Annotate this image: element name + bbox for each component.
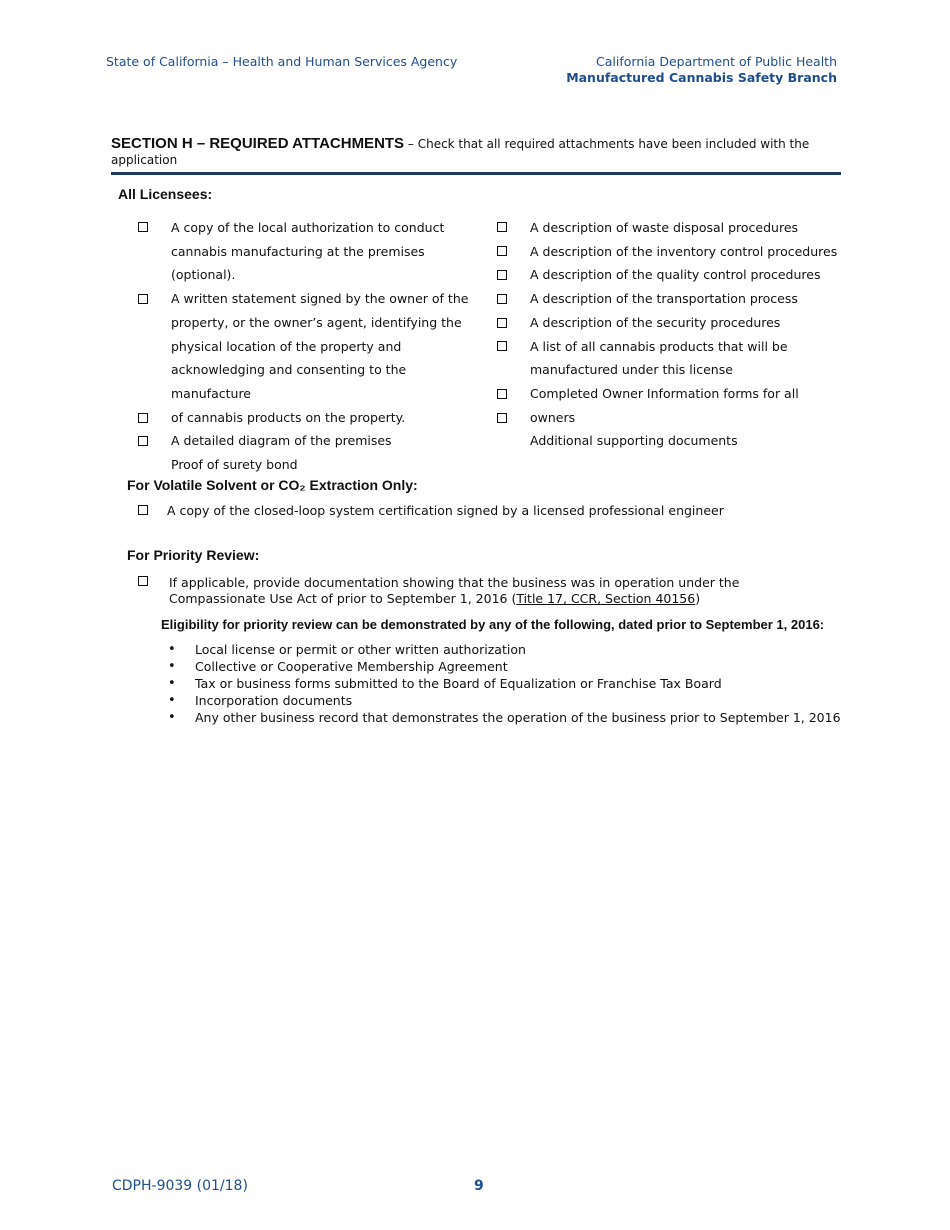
list-item: • Tax or business forms submitted to the Board of Equalization or Franchise Tax Board: [168, 675, 841, 692]
list-item: A description of the transportation process: [530, 291, 798, 307]
list-item: • Collective or Cooperative Membership Agreement: [168, 658, 841, 675]
header-department: [566, 54, 837, 86]
section-subtitle: – Check that all required attachments have been included with the application: [111, 137, 810, 167]
checkbox-premises-diagram[interactable]: [138, 413, 148, 423]
list-item: • Incorporation documents: [168, 692, 841, 709]
checkbox-product-list[interactable]: [497, 341, 507, 351]
checkbox-supporting-docs[interactable]: [497, 413, 507, 423]
section-title-main: SECTION H – REQUIRED ATTACHMENTS: [111, 135, 405, 152]
checkbox-written-statement[interactable]: [138, 294, 148, 304]
list-item: A written statement signed by the owner of the property, or the owner’s agent, identifying the physical location of the property and acknowledging and consenting to the manufacture of cannabis products on the property.: [171, 291, 469, 425]
list-item: A description of the inventory control procedures: [530, 243, 838, 259]
priority-item-text: If applicable, provide documentation showing that the business was in operation under the Compassionate Use Act of prior to September 1, 2016 (Title 17, CCR, Section 40156): [169, 575, 740, 606]
checkbox-closed-loop-cert[interactable]: [138, 505, 148, 515]
list-item: A description of waste disposal procedures: [530, 220, 799, 235]
list-item: Completed Owner Information forms for all owners: [530, 385, 799, 425]
checkbox-surety-bond[interactable]: [138, 436, 148, 446]
checkbox-inventory-control[interactable]: [497, 246, 507, 256]
checkbox-owner-forms[interactable]: [497, 389, 507, 399]
title17-link[interactable]: Title 17, CCR, Section 40156: [516, 591, 696, 606]
header-branch-name: Manufactured Cannabis Safety Branch: [566, 70, 837, 85]
list-item: Additional supporting documents: [530, 433, 738, 449]
right-attachments-list: [530, 216, 840, 453]
list-item: • Local license or permit or other written authorization: [168, 641, 841, 658]
volatile-heading: For Volatile Solvent or CO₂ Extraction Only:: [127, 477, 418, 493]
closed-loop-cert-text: A copy of the closed-loop system certification signed by a licensed professional engineer: [167, 503, 724, 518]
page-number: 9: [474, 1178, 484, 1194]
list-item: Proof of surety bond: [171, 457, 298, 473]
section-title: [111, 136, 831, 168]
left-attachments-list: [171, 216, 481, 477]
checkbox-security[interactable]: [497, 318, 507, 328]
checkbox-priority-docs[interactable]: [138, 576, 148, 586]
all-licensees-heading: All Licensees:: [118, 186, 213, 202]
checkbox-local-authorization[interactable]: [138, 222, 148, 232]
list-item: A list of all cannabis products that will be manufactured under this license: [530, 338, 788, 378]
eligibility-list: [168, 641, 841, 726]
form-id: CDPH-9039 (01/18): [112, 1178, 248, 1194]
list-item: A copy of the local authorization to conduct cannabis manufacturing at the premises (optional).: [171, 220, 445, 283]
eligibility-heading: Eligibility for priority review can be demonstrated by any of the following, dated prior to September 1, 2016:: [161, 617, 825, 632]
list-item: A detailed diagram of the premises: [171, 433, 392, 449]
list-item: • Any other business record that demonstrates the operation of the business prior to September 1, 2016: [168, 709, 841, 726]
checkbox-transportation[interactable]: [497, 294, 507, 304]
header-dept-name: California Department of Public Health: [596, 54, 837, 69]
section-divider: [111, 172, 841, 175]
list-item: A description of the quality control procedures: [530, 267, 821, 283]
list-item: A description of the security procedures: [530, 314, 781, 330]
priority-heading: For Priority Review:: [127, 547, 260, 563]
checkbox-waste-disposal[interactable]: [497, 222, 507, 232]
checkbox-quality-control[interactable]: [497, 270, 507, 280]
header-agency: State of California – Health and Human Services Agency: [106, 54, 458, 69]
